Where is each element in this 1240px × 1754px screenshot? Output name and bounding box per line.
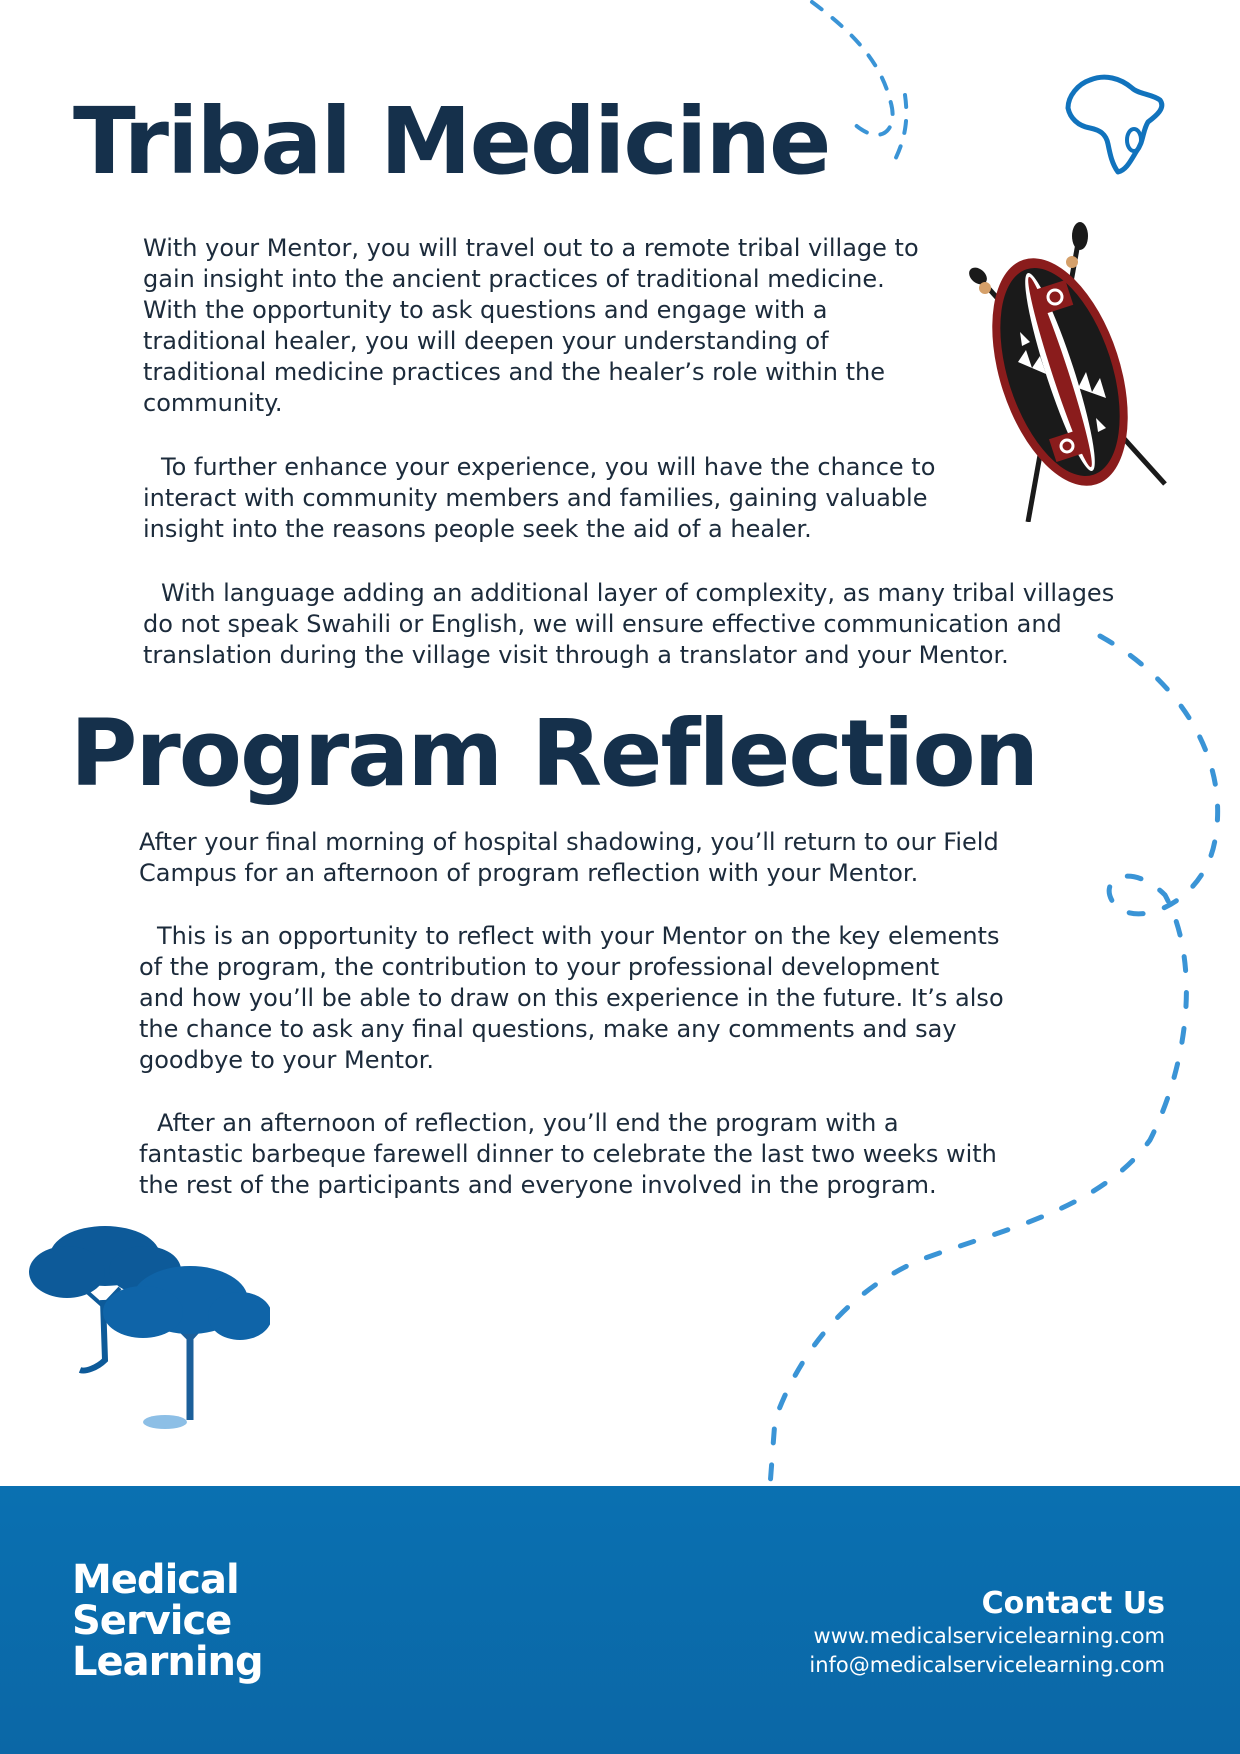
website-link[interactable]: www.medicalservicelearning.com xyxy=(813,1624,1165,1648)
trees-illustration xyxy=(25,1210,270,1440)
contact-heading: Contact Us xyxy=(981,1586,1165,1621)
program-reflection-paragraph-2: This is an opportunity to reflect with your Mentor on the key elements of the program, the contribution to your professional development and how you’ll be able to draw on this experience in the future. It’s also the chance to ask any final questions, make any comments and say goodbye to your Mentor. xyxy=(139,922,1004,1074)
tribal-medicine-paragraph-3: With language adding an additional layer of complexity, as many tribal villages do not speak Swahili or English, we will ensure effective communication and translation during the village visit through a translator and your Mentor. xyxy=(143,579,1115,669)
brand-logo: Medical Service Learning xyxy=(72,1557,263,1685)
section-title-program-reflection: Program Reflection xyxy=(70,700,1038,807)
email-link[interactable]: info@medicalservicelearning.com xyxy=(809,1653,1165,1677)
africa-map-icon xyxy=(1060,70,1170,180)
contact-block xyxy=(809,1586,1165,1680)
program-reflection-paragraph-1: After your final morning of hospital shadowing, you’ll return to our Field Campus for an afternoon of program reflection with your Mentor. xyxy=(139,828,999,887)
program-reflection-paragraph-3: After an afternoon of reflection, you’ll end the program with a fantastic barbeque farewell dinner to celebrate the last two weeks with the rest of the participants and everyone involved in the program. xyxy=(139,1109,997,1199)
section-title-tribal-medicine: Tribal Medicine xyxy=(73,88,830,195)
tribal-shield-icon xyxy=(960,222,1170,522)
tribal-medicine-paragraph-2: To further enhance your experience, you will have the chance to interact with community members and families, gaining valuable insight into the reasons people seek the aid of a healer. xyxy=(143,453,936,543)
tribal-medicine-paragraph-1: With your Mentor, you will travel out to a remote tribal village to gain insight into the ancient practices of traditional medicine. With the opportunity to ask questions and engage with a traditional healer, you will deepen your understanding of traditional medicine practices and the healer’s role within the community. xyxy=(143,234,919,417)
